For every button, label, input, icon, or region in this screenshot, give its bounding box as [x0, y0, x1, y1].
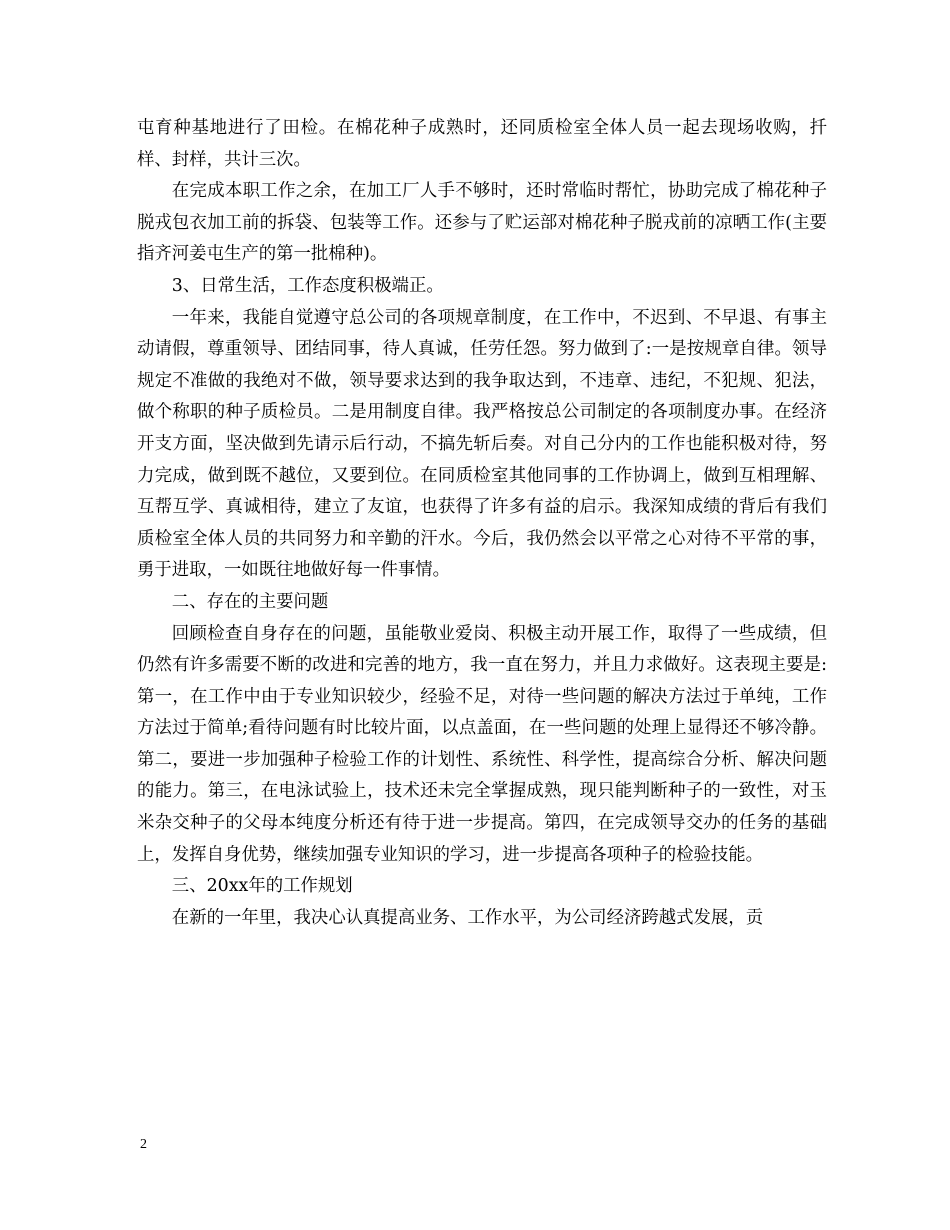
section-heading-work-plan: 三、20xx年的工作规划	[171, 876, 353, 897]
paragraph-1: 屯育种基地进行了田检。在棉花种子成熟时，还同质检室全体人员一起去现场收购，扦样、封样，共计三次。	[137, 118, 827, 170]
paragraph-6: 回顾检查自身存在的问题，虽能敬业爱岗、积极主动开展工作，取得了一些成绩，但仍然有许多需要不断的改进和完善的地方，我一直在努力，并且力求做好。这表现主要是:第一，在工作中由于专业知识较少，经验不足，对待一些问题的解决方法过于单纯，工作方法过于简单;看待问题有时比较片面，以点盖面，在一些问题的处理上显得还不够冷静。第二，要进一步加强种子检验工作的计划性、系统性、科学性，提高综合分析、解决问题的能力。第三，在电泳试验上，技术还未完全掌握成熟，现只能判断种子的一致性，对玉米杂交种子的父母本纯度分析还有待于进一步提高。第四，在完成领导交办的任务的基础上，发挥自身优势，继续加强专业知识的学习，进一步提高各项种子的检验技能。	[137, 623, 827, 865]
document-body	[137, 113, 827, 934]
page-number: 2	[140, 1137, 147, 1152]
paragraph-8: 在新的一年里，我决心认真提高业务、工作水平，为公司经济跨越式发展，贡	[171, 907, 764, 928]
subheading-daily-life: 3、日常生活，工作态度积极端正。	[171, 275, 444, 296]
paragraph-2: 在完成本职工作之余，在加工厂人手不够时，还时常临时帮忙，协助完成了棉花种子脱戎包衣加工前的拆袋、包装等工作。还参与了贮运部对棉花种子脱戎前的凉晒工作(主要指齐河姜屯生产的第一批棉种)。	[137, 181, 827, 265]
section-heading-problems: 二、存在的主要问题	[171, 591, 329, 612]
paragraph-4: 一年来，我能自觉遵守总公司的各项规章制度，在工作中，不迟到、不早退、有事主动请假，尊重领导、团结同事，待人真诚，任劳任怨。努力做到了:一是按规章自律。领导规定不准做的我绝对不做，领导要求达到的我争取达到，不违章、违纪，不犯规、犯法，做个称职的种子质检员。二是用制度自律。我严格按总公司制定的各项制度办事。在经济开支方面，坚决做到先请示后行动，不搞先斩后奏。对自己分内的工作也能积极对待，努力完成，做到既不越位，又要到位。在同质检室其他同事的工作协调上，做到互相理解、互帮互学、真诚相待，建立了友谊，也获得了许多有益的启示。我深知成绩的背后有我们质检室全体人员的共同努力和辛勤的汗水。今后，我仍然会以平常之心对待不平常的事，勇于进取，一如既往地做好每一件事情。	[137, 307, 827, 581]
